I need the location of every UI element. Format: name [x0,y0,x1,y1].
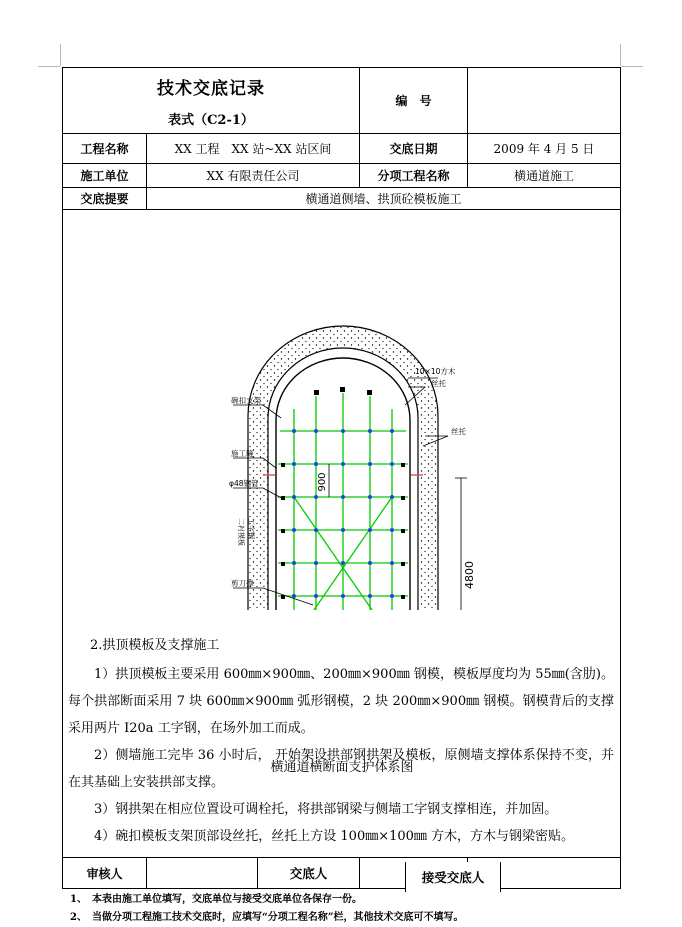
crop-mark [620,44,621,66]
dim-900-vertical: 900 [317,472,328,492]
label-working-joint-top: 施工缝 [231,449,254,458]
dim-4800: 4800 [463,561,476,589]
page-title: 技术交底记录 [157,78,265,99]
crop-mark [38,66,60,67]
footnotes [70,891,464,927]
form-code: 表式（C2-1） [168,112,254,128]
unit-value: XX 有限责任公司 [147,164,360,188]
reviewer-presenter-cell [147,858,360,889]
crop-mark [60,44,61,66]
summary-value: 横通道侧墙、拱顶砼模板施工 [147,188,621,210]
receiver-label: 接受交底人 [421,870,485,885]
crop-mark [621,66,643,67]
title-cell [63,68,360,134]
date-value: 2009 年 4 月 5 日 [468,134,621,164]
label-bowl-support: 碗扣支架 [231,396,261,405]
project-name-value: XX 工程 XX 站~XX 站区间 [147,134,360,164]
paragraph-2: 2）侧墙施工完毕 36 小时后， 开始架设拱部钢拱架及模板，原侧墙支撑体系保持不变，并在其基础上安装拱部支撑。 [68,748,614,790]
label-jacking: 丝托 [431,379,446,388]
support-grid [278,393,408,610]
section-heading: 2.拱顶模板及支撑施工 [90,638,220,653]
note-item: 1、 本表由施工单位填写，交底单位与接受交底单位各保存一份。 [70,894,362,905]
reviewer-label: 审核人 [63,858,147,889]
note-item: 2、 当做分项工程施工技术交底时，应填写“分项工程名称”栏，其他技术交底可不填写。 [70,912,464,923]
cross-section-drawing [63,210,621,610]
label-square-timber: 10×10方木 [415,367,456,376]
unit-label: 施工单位 [63,164,147,188]
reviewer-value [147,858,258,888]
label-vertical-1: 二衬模板 [237,518,245,546]
receiver-label-cell [405,862,501,892]
label-steel-pipe: φ48钢管 [229,479,259,488]
label-scissor-brace: 剪刀撑 [231,579,254,588]
paragraph-3: 3）钢拱架在相应位置设可调栓托，将拱部钢梁与侧墙工字钢支撑相连，并加固。 [94,802,558,817]
paragraph-1: 1）拱顶模板主要采用 600㎜×900㎜、200㎜×900㎜ 钢模，模板厚度均为 55㎜(含肋)。每个拱部断面采用 7 块 600㎜×900㎜ 弧形钢模，2 块 200㎜×900㎜ 钢模。钢模背后的支撑采用两片 I20a 工字钢，在场外加工而成。 [68,667,614,736]
paragraph-4: 4）碗扣模板支架顶部设丝托，丝托上方设 100㎜×100㎜ 方木，方木与钢梁密贴。 [94,829,575,844]
sub-project-label: 分项工程名称 [360,164,468,188]
project-name-label: 工程名称 [63,134,147,164]
number-label: 编 号 [360,68,468,134]
date-label: 交底日期 [360,134,468,164]
content-body [68,632,614,850]
label-jacking-right: 丝托 [451,427,466,436]
sub-project-value: 横通道施工 [468,164,621,188]
presenter-label: 交底人 [289,866,328,881]
summary-label: 交底提要 [63,188,147,210]
drawing-caption: 横通道横断面支护体系图 [270,760,414,775]
number-value [468,68,621,134]
label-vertical-2: 工字钢 [247,518,255,539]
